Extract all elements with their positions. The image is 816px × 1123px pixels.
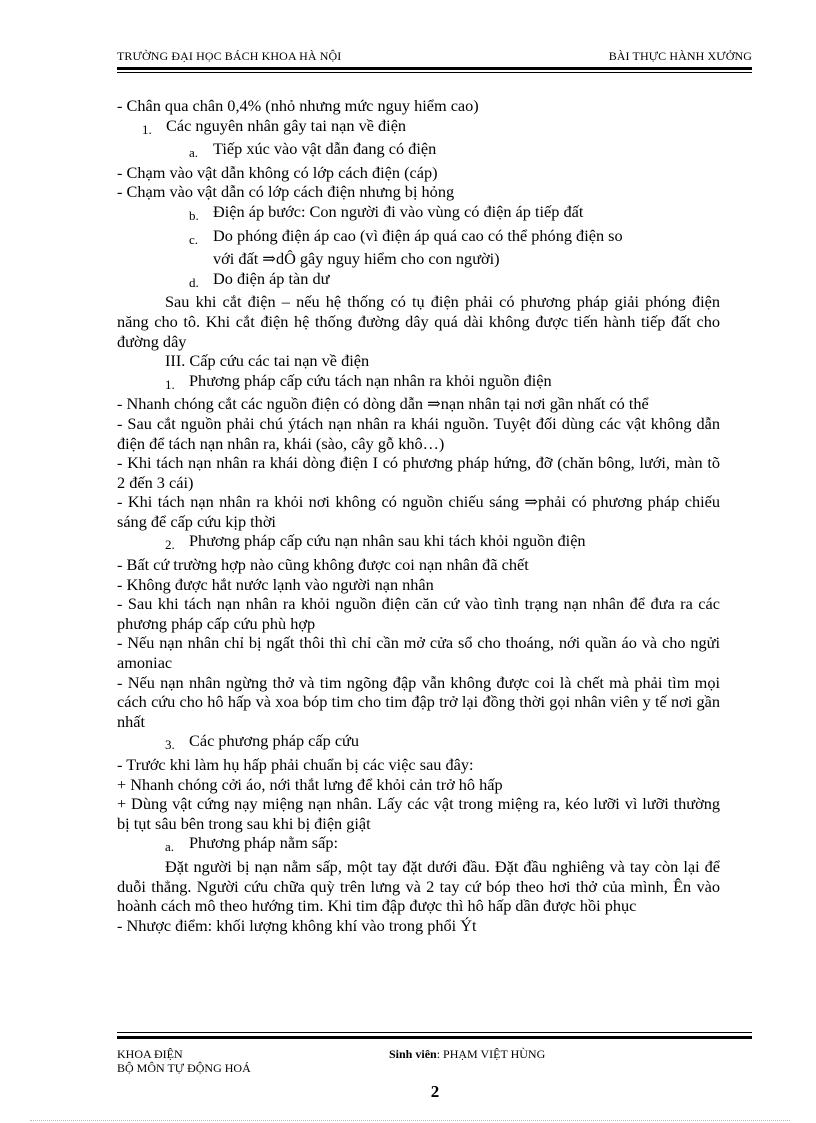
header-university: TRƯỜNG ĐẠI HỌC BÁCH KHOA HÀ NỘI xyxy=(117,49,342,63)
heading-method-3: 3. Các phương pháp cấp cứu xyxy=(165,731,360,753)
paragraph-19: - Sau khi tách nạn nhân ra khỏi nguồn điện căn cứ vào tình trạng nạn nhân để đưa ra các phương pháp cấp cứu phù hợp xyxy=(117,594,720,633)
paragraph-14: - Khi tách nạn nhân ra khái dòng điện I có phương pháp hứng, đỡ (chăn bông, lưới, màn tõ 2 đến 3 cái) xyxy=(117,453,720,492)
header-rule-thin xyxy=(117,72,752,73)
footer-rule-thin xyxy=(117,1032,752,1033)
footer-rule-thick xyxy=(117,1036,752,1039)
paragraph-21: - Nếu nạn nhân ngừng thở và tim ngõng đập vẫn không được coi là chết mà phải tìm mọi cách cứu cho hô hấp và xoa bóp tim cho tim đập trở lại đồng thời gọi nhân viên y tế nơi gần nhất xyxy=(117,672,720,731)
paragraph-15: - Khi tách nạn nhân ra khỏi nơi không có nguồn chiếu sáng ⇒phải có phương pháp chiếu sáng để cấp cứu kịp thời xyxy=(117,492,720,531)
subheading-c: c. Do phóng điện áp cao (vì điện áp quá cao có thể phóng điện so xyxy=(189,225,623,247)
paragraph-13: - Sau cắt nguồn phải chú ýtách nạn nhân ra khái nguồn. Tuyệt đối dùng các vật không dẫn điện để tách nạn nhân ra, khái (sào, cây gỗ khô…) xyxy=(117,413,720,453)
paragraph-20: - Nếu nạn nhân chỉ bị ngất thôi thì chỉ cần mở cửa sổ cho thoáng, nới quần áo và cho ngửi amoniac xyxy=(117,633,720,673)
subheading-b: b. Điện áp bước: Con người đi vào vùng có điện áp tiếp đất xyxy=(189,201,584,223)
section-heading-iii: III. Cấp cứu các tai nạn về điện xyxy=(165,351,370,371)
heading-method-2: 2. Phương pháp cấp cứu nạn nhân sau khi tách khỏi nguồn điện xyxy=(165,531,586,553)
paragraph-prone: Đặt người bị nạn nằm sấp, một tay đặt dưới đầu. Đặt đầu nghiêng và tay còn lại để duỗi thẳng. Người cứu chữa quỳ trên lưng và 2 tay cứ bóp theo hơi thở của mình, Ên vào hoành cách mô theo hướng tim. Khi tim đập được thì hô hấp dần được hồi phục xyxy=(117,856,720,916)
page-number: 2 xyxy=(430,1082,440,1101)
paragraph-25: + Dùng vật cứng nạy miệng nạn nhân. Lấy các vật trong miệng ra, kéo lưỡi vì lưỡi thường bị tụt sâu bên trong sau khi bị điện giật xyxy=(117,794,720,833)
paragraph-residual: Sau khi cắt điện – nếu hệ thống có tụ điện phải có phương pháp giải phóng điện năng cho tô. Khi cắt điện hệ thống đường dây quá dài không được tiến hành tiếp đất cho đường dây xyxy=(117,292,720,351)
header-rule-thick xyxy=(117,67,752,70)
line-18: - Không được hắt nước lạnh vào người nạn nhân xyxy=(117,574,434,594)
line-0: - Chân qua chân 0,4% (nhỏ nhưng mức nguy hiểm cao) xyxy=(117,96,479,115)
line-23: - Trước khi làm hụ hấp phải chuẩn bị các việc sau đây: xyxy=(117,755,474,774)
subheading-c-cont: với đất ⇒dÔ gây nguy hiểm cho con người) xyxy=(213,249,500,269)
footer-department: BỘ MÔN TỰ ĐỘNG HOÁ xyxy=(117,1061,251,1075)
heading-method-1: 1. Phương pháp cấp cứu tách nạn nhân ra khỏi nguồn điện xyxy=(165,370,552,392)
line-3: - Chạm vào vật dẫn không có lớp cách điện (cáp) xyxy=(117,162,438,182)
subheading-d: d. Do điện áp tàn dư xyxy=(189,268,330,290)
body-text xyxy=(117,96,720,935)
bottom-dotted-divider xyxy=(30,1120,790,1121)
footer-faculty: KHOA ĐIỆN xyxy=(117,1047,183,1061)
subheading-prone: a. Phương pháp nằm sấp: xyxy=(165,833,339,855)
subheading-a: a. Tiếp xúc vào vật dẫn đang có điện xyxy=(189,139,437,161)
header-course: BÀI THỰC HÀNH XƯỞNG xyxy=(608,49,752,63)
line-4: - Chạm vào vật dẫn có lớp cách điện nhưng bị hỏng xyxy=(117,182,455,202)
paragraph-12: - Nhanh chóng cắt các nguồn điện có dòng dẫn ⇒nạn nhân tại nơi gần nhất có thể xyxy=(117,394,649,414)
line-24: + Nhanh chóng cởi áo, nới thắt lưng để khỏi cản trở hô hấp xyxy=(117,774,503,794)
line-drawback: - Nhược điểm: khối lượng không khí vào trong phổi Ýt xyxy=(117,915,477,935)
heading-causes: 1. Các nguyên nhân gây tai nạn về điện xyxy=(142,115,407,137)
line-17: - Bất cứ trường hợp nào cũng không được coi nạn nhân đã chết xyxy=(117,555,529,575)
footer-student: Sinh viên: PHẠM VIỆT HÙNG xyxy=(389,1047,546,1061)
